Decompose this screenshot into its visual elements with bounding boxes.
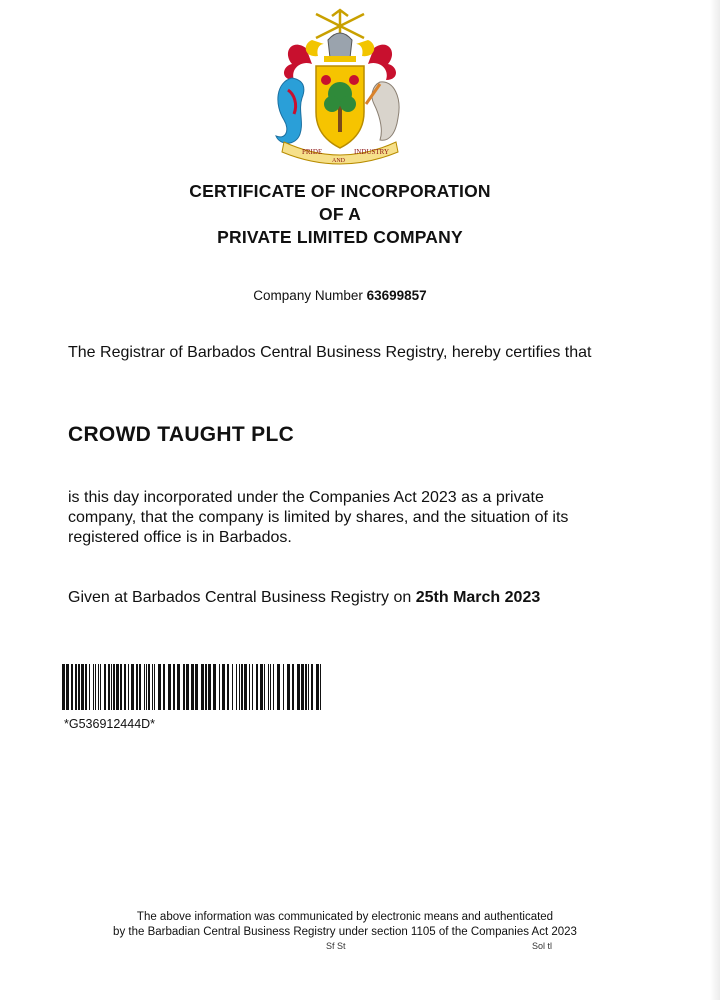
barcode-bar — [104, 664, 106, 710]
given-at-statement — [68, 588, 668, 608]
barcode-bar — [163, 664, 165, 710]
barcode-bar — [66, 664, 69, 710]
barcode-bar — [177, 664, 180, 710]
barcode-bar — [308, 664, 309, 710]
company-number-label: Company Number — [253, 288, 363, 303]
barcode-bar — [146, 664, 147, 710]
barcode-bar — [191, 664, 194, 710]
barcode-bar — [124, 664, 126, 710]
barcode-bar — [183, 664, 185, 710]
barcode-bar — [222, 664, 225, 710]
barcode-bar — [71, 664, 73, 710]
barcode-bar — [316, 664, 319, 710]
company-name: CROWD TAUGHT PLC — [68, 423, 295, 446]
barcode-bar — [93, 664, 94, 710]
barcode-bar — [213, 664, 216, 710]
barcode-bar — [236, 664, 237, 710]
barcode-bar — [227, 664, 229, 710]
barcode-bar — [158, 664, 161, 710]
barcode-bar — [111, 664, 112, 710]
barcode-bar — [75, 664, 77, 710]
barcode-bar — [232, 664, 233, 710]
barcode-text: *G536912444D* — [64, 717, 156, 731]
company-number-value: 63699857 — [366, 288, 427, 303]
barcode-bar — [116, 664, 119, 710]
barcode-bar — [283, 664, 284, 710]
barcode-bar — [195, 664, 198, 710]
barcode-bar — [264, 664, 265, 710]
page-edge-shadow — [710, 0, 720, 1000]
barcode-bar — [219, 664, 220, 710]
barcode — [62, 664, 324, 710]
certificate-title-line3: PRIVATE LIMITED COMPANY — [217, 227, 463, 247]
barcode-bar — [208, 664, 211, 710]
barcode-bar — [252, 664, 253, 710]
signature-left: Sf St — [326, 941, 346, 951]
barcode-bar — [95, 664, 96, 710]
barcode-bar — [81, 664, 84, 710]
given-at-text: Given at Barbados Central Business Registry on — [68, 589, 412, 606]
barcode-bar — [277, 664, 280, 710]
barcode-bar — [108, 664, 110, 710]
footer-line-1: The above information was communicated by electronic means and authenticated — [136, 911, 554, 923]
motto-text-mid: AND — [332, 158, 345, 164]
barcode-bar — [297, 664, 300, 710]
barcode-bar — [256, 664, 258, 710]
barcode-bar — [201, 664, 204, 710]
motto-text-right: INDUSTRY — [354, 148, 390, 156]
barcode-bar — [270, 664, 271, 710]
registrar-certifies-text: The Registrar of Barbados Central Business Registry, hereby certifies that — [68, 344, 592, 361]
barcode-bar — [241, 664, 243, 710]
barcode-bar — [62, 664, 65, 710]
barcode-bar — [168, 664, 171, 710]
incorporation-statement: is this day incorporated under the Companies Act 2023 as a private company, that the company is limited by shares, and the situation of its registered office is in Barbados. — [68, 489, 569, 546]
footer-line-2: by the Barbadian Central Business Registry under section 1105 of the Companies Act 2023 — [113, 926, 577, 938]
barcode-bar — [205, 664, 207, 710]
barcode-bar — [260, 664, 263, 710]
signature-right: Sol tl — [532, 941, 553, 951]
dolphin-supporter — [276, 78, 304, 143]
barcode-bar — [268, 664, 269, 710]
barcode-bar — [305, 664, 307, 710]
motto-text-left: PRIDE — [302, 148, 323, 156]
barcode-bar — [144, 664, 145, 710]
barcode-bar — [311, 664, 313, 710]
barcode-bar — [98, 664, 99, 710]
barcode-bar — [139, 664, 141, 710]
authentication-footer — [0, 910, 690, 940]
barcode-bar — [78, 664, 80, 710]
barcode-bar — [89, 664, 90, 710]
barcode-bar — [301, 664, 304, 710]
barcode-bar — [154, 664, 155, 710]
certificate-title-line1: CERTIFICATE OF INCORPORATION — [189, 181, 491, 201]
barcode-bar — [173, 664, 175, 710]
barcode-bar — [249, 664, 250, 710]
barcode-bar — [273, 664, 274, 710]
barcode-bar — [244, 664, 247, 710]
barcode-bar — [131, 664, 134, 710]
given-date: 25th March 2023 — [415, 589, 541, 606]
coat-of-arms-emblem — [262, 8, 418, 164]
barcode-bar — [113, 664, 115, 710]
barcode-bar — [287, 664, 290, 710]
barcode-bar — [100, 664, 101, 710]
barcode-bar — [120, 664, 122, 710]
certificate-title-line2: OF A — [319, 204, 361, 224]
barcode-bar — [239, 664, 240, 710]
barcode-bar — [152, 664, 153, 710]
barcode-bar — [292, 664, 294, 710]
barcode-bar — [85, 664, 87, 710]
barcode-bar — [186, 664, 189, 710]
company-number — [0, 288, 680, 303]
barcode-bar — [320, 664, 321, 710]
barcode-bar — [148, 664, 150, 710]
barcode-bar — [136, 664, 138, 710]
barcode-bar — [128, 664, 129, 710]
